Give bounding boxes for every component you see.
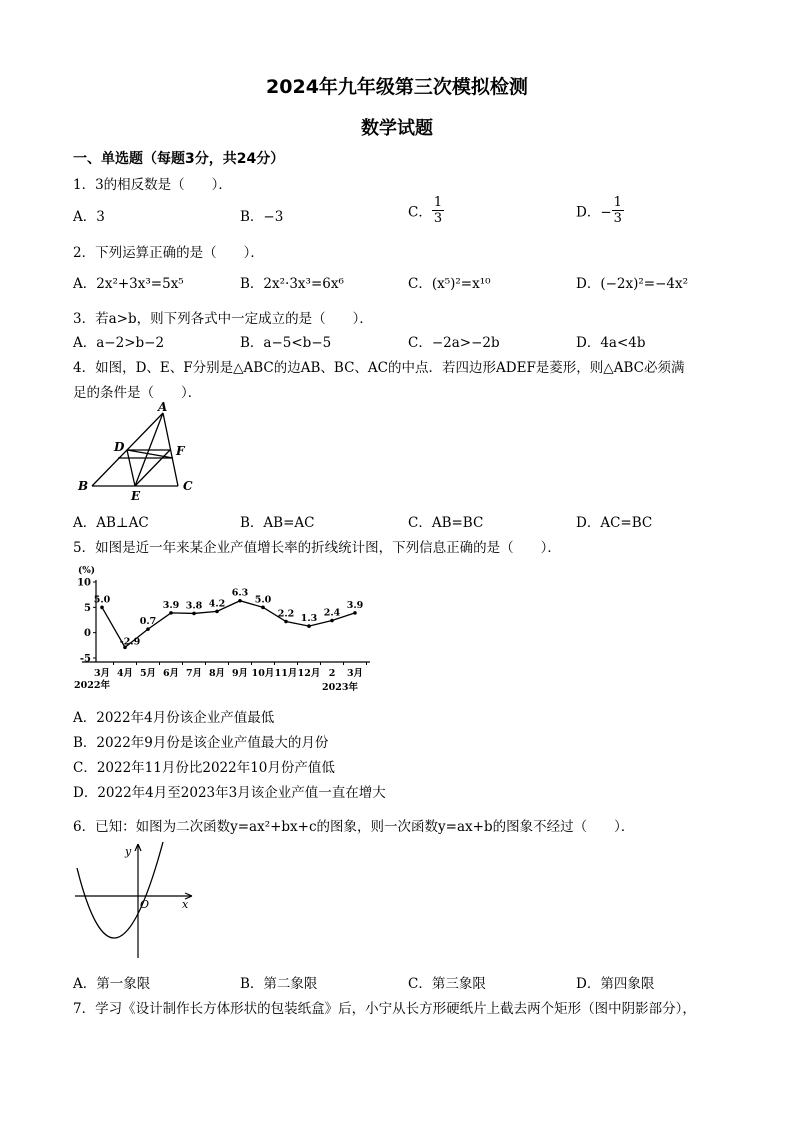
q1-option-d-label: D．− [576, 204, 612, 221]
data-point [238, 599, 242, 603]
parabola-figure [70, 840, 200, 965]
question-2-stem: 2．下列运算正确的是（ ）． [73, 245, 264, 261]
q6-option-d: D．第四象限 [576, 976, 655, 992]
data-point [261, 606, 265, 610]
x-tick-label: 2 [328, 668, 336, 679]
q2-option-b: B．2x²·3x³=6x⁶ [240, 276, 344, 292]
q3-option-b: B．a−5<b−5 [240, 335, 332, 351]
q3-option-a: A．a−2>b−2 [73, 335, 165, 351]
data-point [215, 610, 219, 614]
data-label: 2.2 [277, 608, 295, 620]
q2-option-c: C．(x⁵)²=x¹⁰ [408, 276, 491, 292]
x-tick-label: 10月 [251, 668, 275, 679]
triangle-lines [92, 413, 178, 486]
q3-option-d: D．4a<4b [576, 335, 646, 351]
parabola-curve [77, 842, 163, 938]
question-5-stem: 5．如图是近一年来某企业产值增长率的折线统计图，下列信息正确的是（ ）． [73, 540, 561, 556]
data-label: 4.2 [208, 598, 226, 610]
q2-option-a: A．2x²+3x³=5x⁵ [73, 276, 184, 292]
question-4-stem-line2: 足的条件是（ ）． [73, 385, 202, 401]
x-tick-label: 11月 [274, 668, 298, 679]
vertex-a-label: A [158, 400, 168, 414]
q2-option-d: D．(−2x)²=−4x² [576, 276, 689, 292]
data-label: 3.9 [346, 599, 364, 611]
q1-c-denominator: 3 [433, 211, 443, 226]
x-tick-label: 12月 [297, 668, 321, 679]
q6-option-b: B．第二象限 [240, 976, 318, 992]
x-tick-label: 9月 [231, 668, 249, 679]
q6-option-a: A．第一象限 [73, 976, 151, 992]
data-point [146, 627, 150, 631]
data-point [169, 611, 173, 615]
vertex-e-label: E [131, 489, 141, 503]
data-label: 2.4 [323, 607, 341, 619]
q6-option-c: C．第三象限 [408, 976, 486, 992]
growth-rate-line-chart [70, 562, 380, 696]
q1-option-d-fraction [612, 195, 624, 226]
y-axis-letter: y [125, 845, 132, 858]
vertex-d-label: D [114, 440, 125, 454]
y-tick-label: 0 [84, 628, 91, 640]
x-tick-label: 6月 [162, 668, 180, 679]
origin-label: O [140, 898, 150, 911]
year-label-2022: 2022年 [74, 680, 110, 691]
q4-option-a: A．AB⊥AC [73, 515, 149, 531]
question-4-stem-line1: 4．如图，D、E、F分别是△ABC的边AB、BC、AC的中点．若四边形ADEF是菱形，则△ABC必须满 [73, 360, 685, 376]
q1-d-numerator: 1 [613, 195, 622, 210]
data-label: 5.0 [93, 594, 111, 606]
q4-option-d: D．AC=BC [576, 515, 653, 531]
y-axis-label: (%) [78, 566, 96, 576]
year-label-2023: 2023年 [322, 682, 358, 693]
data-point [353, 611, 357, 615]
data-label: -2.9 [119, 636, 141, 648]
x-axis-letter: x [182, 898, 189, 911]
question-6-stem: 6．已知：如图为二次函数y=ax²+bx+c的图象，则一次函数y=ax+b的图象不经过（ ）． [73, 819, 635, 835]
q4-option-c: C．AB=BC [408, 515, 484, 531]
q1-option-b: B．−3 [240, 209, 284, 225]
y-tick-label: -5 [79, 653, 91, 665]
data-point [284, 620, 288, 624]
data-label: 1.3 [300, 613, 318, 625]
y-tick-label: 5 [84, 602, 91, 614]
question-1-stem: 1．3的相反数是（ ）． [73, 177, 232, 193]
x-tick-label: 5月 [139, 668, 157, 679]
vertex-c-label: C [183, 479, 193, 493]
data-point [330, 619, 334, 623]
data-label: 3.8 [185, 600, 203, 612]
q5-option-b: B．2022年9月份是该企业产值最大的月份 [73, 735, 329, 751]
q5-option-c: C．2022年11月份比2022年10月份产值低 [73, 760, 335, 776]
x-tick-label: 3月 [93, 668, 111, 679]
q5-option-a: A．2022年4月份该企业产值最低 [73, 710, 275, 726]
q1-option-a: A．3 [73, 209, 105, 225]
question-7-stem: 7．学习《设计制作长方体形状的包装纸盒》后，小宁从长方形硬纸片上截去两个矩形（图中阴影部分）， [73, 1001, 696, 1017]
q4-option-b: B．AB=AC [240, 515, 315, 531]
data-point [100, 606, 104, 610]
x-tick-label: 7月 [185, 668, 203, 679]
y-tick-label: 10 [77, 577, 91, 589]
vertex-b-label: B [78, 479, 89, 493]
q5-option-d: D．2022年4月至2023年3月该企业产值一直在增大 [73, 785, 386, 801]
q1-option-c-fraction [432, 195, 444, 226]
q1-option-c [408, 195, 444, 226]
x-tick-label: 3月 [346, 668, 364, 679]
data-point [307, 624, 311, 628]
q3-option-c: C．−2a>−2b [408, 335, 500, 351]
x-tick-label: 8月 [208, 668, 226, 679]
q1-option-c-label: C． [408, 204, 432, 221]
data-point [192, 612, 196, 616]
data-label: 5.0 [254, 594, 272, 606]
vertex-f-label: F [176, 444, 185, 458]
question-3-stem: 3．若a>b，则下列各式中一定成立的是（ ）． [73, 311, 373, 327]
section-heading: 一、单选题（每题3分，共24分） [73, 151, 285, 167]
q1-d-denominator: 3 [613, 211, 622, 226]
q1-option-d [576, 195, 624, 226]
x-tick-label: 4月 [116, 668, 134, 679]
data-label: 3.9 [162, 599, 180, 611]
q1-c-numerator: 1 [433, 195, 443, 210]
triangle-figure [70, 400, 210, 505]
data-label: 0.7 [139, 616, 157, 628]
page-subtitle: 数学试题 [361, 118, 433, 139]
page-title: 2024年九年级第三次模拟检测 [266, 76, 528, 98]
data-label: 6.3 [231, 587, 249, 599]
